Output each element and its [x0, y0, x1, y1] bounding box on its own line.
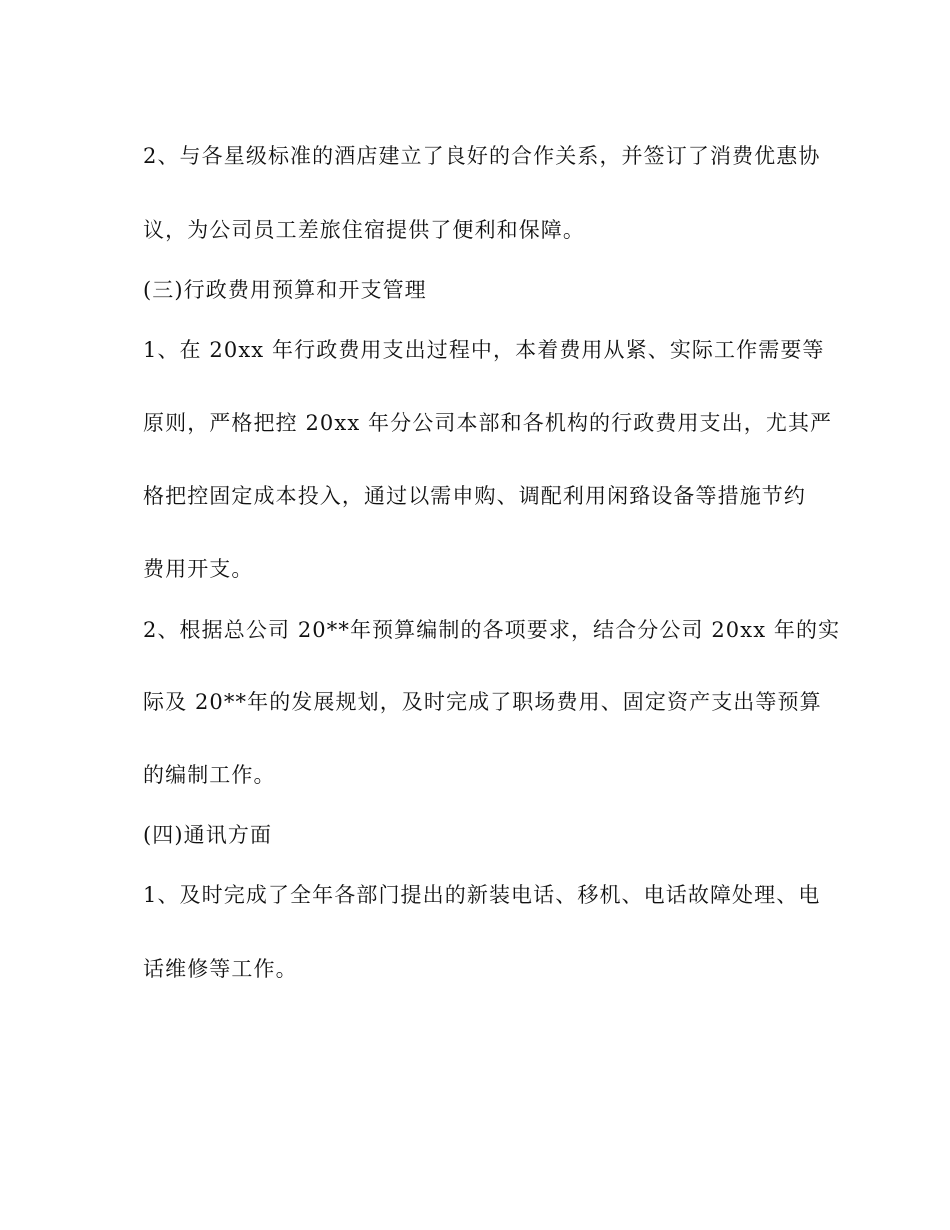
paragraph-line: 1、及时完成了全年各部门提出的新装电话、移机、电话故障处理、电 — [143, 883, 821, 907]
paragraph-line: 的编制工作。 — [143, 763, 276, 787]
section-heading: (四)通讯方面 — [143, 823, 273, 847]
paragraph-line: 2、根据总公司 20**年预算编制的各项要求，结合分公司 20xx 年的实 — [143, 618, 841, 642]
paragraph-line: 议，为公司员工差旅住宿提供了便利和保障。 — [143, 218, 585, 242]
paragraph-line: 2、与各星级标准的酒店建立了良好的合作关系，并签订了消费优惠协 — [143, 144, 821, 168]
paragraph-line: 原则，严格把控 20xx 年分公司本部和各机构的行政费用支出，尤其严 — [143, 411, 833, 435]
paragraph-line: 1、在 20xx 年行政费用支出过程中，本着费用从紧、实际工作需要等 — [143, 338, 825, 362]
paragraph-line: 际及 20**年的发展规划，及时完成了职场费用、固定资产支出等预算 — [143, 690, 822, 714]
paragraph-line: 费用开支。 — [143, 557, 254, 581]
section-heading: (三)行政费用预算和开支管理 — [143, 278, 427, 302]
paragraph-line: 话维修等工作。 — [143, 957, 298, 981]
paragraph-line: 格把控固定成本投入，通过以需申购、调配利用闲臵设备等措施节约 — [143, 484, 806, 508]
